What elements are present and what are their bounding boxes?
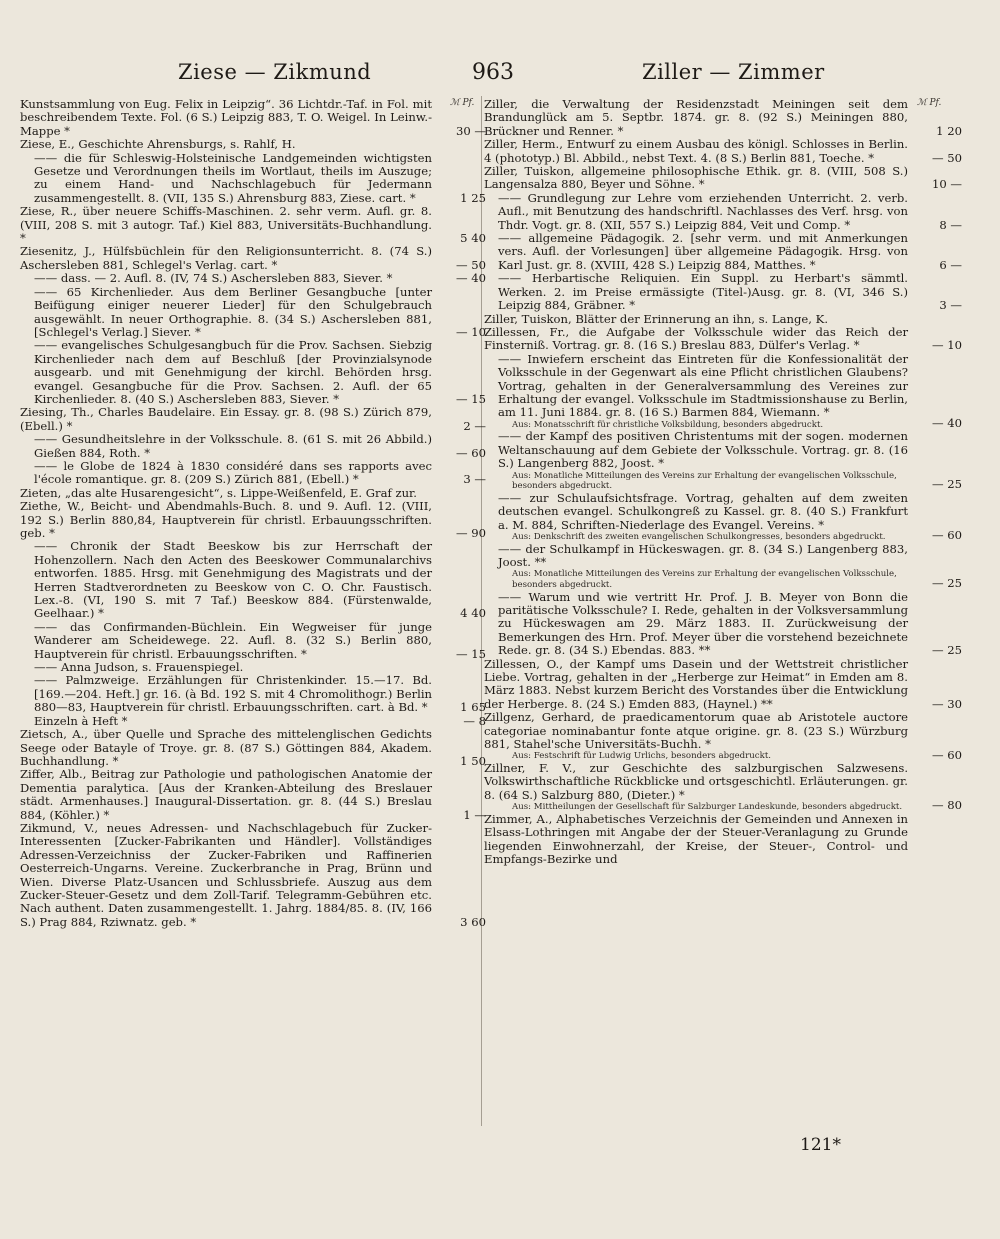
catalog-entry: [484, 658, 962, 712]
catalog-entry: [484, 353, 962, 431]
catalog-entry: [20, 621, 486, 661]
entry-text: Zikmund, V., neues Adressen- und Nachschlagebuch für Zucker-Interessenten [Zucker-Fabrikanten und Händler]. Vollständiges Adressen-Verzeichniss der Zucker-Fabriken und Raffinerien Oesterreich-Ungarns. Vereine. Zuckerbranche in Prag, Brünn und Wien. Diverse Platz-Usancen und Schlussbriefe. Auszug aus dem Zucker-Steuer-Gesetz und dem Zoll-Tarif. Telegramm-Gebühren etc. Nach authent. Daten zusammengestellt. 1. Jahrg. 1884/85. 8. (IV, 166 S.) Prag 884, Rziwnatz. geb. *: [20, 820, 432, 929]
entry-text: —— der Schulkampf in Hückeswagen. gr. 8. (34 S.) Langenberg 883, Joost. **: [498, 541, 908, 569]
entry-price: 1 —: [463, 807, 486, 822]
entry-text: Ziller, Tuiskon, Blätter der Erinnerung an ihn, s. Lange, K.: [484, 311, 829, 326]
catalog-entry: [484, 138, 962, 165]
entry-price: — 40: [931, 415, 962, 430]
entry-price: 2 —: [463, 418, 486, 433]
entry-text: —— Grundlegung zur Lehre vom erziehenden Unterricht. 2. verb. Aufl., mit Benutzung des handschriftl. Nachlasses des Verf. hrsg. von Thdr. Vogt. gr. 8. (XII, 557 S.) Leipzig 884, Veit und Comp. *: [498, 190, 908, 232]
entry-text: Ziesenitz, J., Hülfsbüchlein für den Religionsunterricht. 8. (74 S.) Aschersleben 881, Schlegel's Verlag. cart. *: [20, 244, 432, 272]
entry-text: —— dass. — 2. Aufl. 8. (IV, 74 S.) Aschersleben 883, Siever. *: [34, 271, 393, 286]
header-left-catchword: Ziese — Zikmund: [178, 60, 372, 84]
currency-unit-label: ℳ Pf.: [450, 98, 475, 108]
entry-price: — 40: [455, 271, 486, 286]
catalog-entry: [20, 339, 486, 406]
entry-price: — 30: [931, 696, 962, 711]
entry-price: — 25: [931, 477, 962, 492]
entry-note: Aus: Festschrift für Ludwig Urlichs, besonders abgedruckt.: [512, 751, 772, 762]
catalog-entry: [484, 165, 962, 192]
catalog-entry: [20, 98, 486, 138]
catalog-entry: [484, 762, 962, 813]
catalog-entry: [484, 430, 962, 491]
entry-text: —— Anna Judson, s. Frauenspiegel.: [34, 660, 244, 675]
entry-price: 1 25: [460, 190, 486, 205]
entry-text: Ziese, E., Geschichte Ahrensburgs, s. Rahlf, H.: [20, 137, 296, 152]
catalog-entry: [484, 591, 962, 658]
entry-text: Ziller, Herm., Entwurf zu einem Ausbau des königl. Schlosses in Berlin. 4 (phototyp.) Bl. Abbild., nebst Text. 4. (8 S.) Berlin 881, Toeche. *: [484, 137, 908, 165]
entry-text: —— zur Schulaufsichtsfrage. Vortrag, gehalten auf dem zweiten deutschen evangel. Schulkongreß zu Kassel. gr. 8. (40 S.) Frankfurt a. M. 884, Schriften-Niederlage des Evangel. Vereins. *: [498, 490, 908, 532]
entry-price: 6 —: [939, 257, 962, 272]
catalog-entry: [20, 138, 486, 151]
entry-text: —— die für Schleswig-Holsteinische Landgemeinden wichtigsten Gesetze und Verordnungen theils im Wortlaut, theils im Auszuge; zu einem Hand- und Nachschlagebuch für Jedermann zusammengestellt. 8. (VII, 135 S.) Ahrensburg 883, Ziese. cart. *: [34, 150, 432, 205]
entry-text: —— allgemeine Pädagogik. 2. [sehr verm. und mit Anmerkungen vers. Aufl. der Vorlesungen] über allgemeine Pädagogik. Hrsg. von Karl Just. gr. 8. (XVIII, 428 S.) Leipzig 884, Matthes. *: [498, 231, 908, 272]
entry-price: 5 40: [460, 231, 486, 246]
catalog-entry: [20, 715, 486, 728]
entry-text: Ziethe, W., Beicht- und Abendmahls-Buch. 8. und 9. Aufl. 12. (VIII, 192 S.) Berlin 880,84, Hauptverein für christl. Erbauungsschriften. geb. *: [20, 499, 432, 540]
entry-text: Ziller, Tuiskon, allgemeine philosophische Ethik. gr. 8. (VIII, 508 S.) Langensalza 880, Beyer und Söhne. *: [484, 164, 908, 192]
catalog-entry: [484, 492, 962, 543]
entry-price: — 10: [455, 324, 486, 339]
catalog-entry: [20, 487, 486, 500]
entry-text: Ziffer, Alb., Beitrag zur Pathologie und pathologischen Anatomie der Dementia paralytica. [Aus der Kranken-Abteilung des Breslauer städt. Armenhauses.] Inaugural-Dissertation. gr. 8. (44 S.) Breslau 884, (Köhler.) *: [20, 767, 432, 822]
entry-price: — 15: [455, 391, 486, 406]
entry-text: —— Herbartische Reliquien. Ein Suppl. zu Herbart's sämmtl. Werken. 2. im Preise ermässigte (Titel-)Ausg. gr. 8. (VI, 346 S.) Leipzig 884, Gräbner. *: [498, 271, 908, 313]
entry-price: 3 60: [460, 914, 486, 929]
entry-price: — 60: [455, 445, 486, 460]
entry-text: —— Warum und wie vertritt Hr. Prof. J. B. Meyer von Bonn die paritätische Volksschule? I. Rede, gehalten in der Volksversammlung zu Hückeswagen am 29. März 1883. II. Zurückweisung der Bemerkungen des Hrn. Prof. Meyer über die vorstehend bezeichnete Rede. gr. 8. (34 S.) Ebendas. 883. **: [498, 589, 908, 658]
entry-price: — 25: [931, 643, 962, 658]
entry-text: Zillessen, O., der Kampf ums Dasein und der Wettstreit christlicher Liebe. Vortrag, gehalten in der „Herberge zur Heimat“ in Emden am 8. März 1883. Nebst kurzem Bericht des Vorstandes über die Entwicklung der Herberge. 8. (24 S.) Emden 883, (Haynel.) **: [484, 656, 908, 711]
entry-text: Kunstsammlung von Eug. Felix in Leipzig“. 36 Lichtdr.-Taf. in Fol. mit beschreibendem Texte. Fol. (6 S.) Leipzig 883, T. O. Weigel. In Leinw.-Mappe *: [20, 97, 432, 138]
entry-price: 30 —: [455, 123, 486, 138]
catalog-entry: [20, 245, 486, 272]
header-right-catchword: Ziller — Zimmer: [642, 60, 825, 84]
entry-text: Zieten, „das alte Husarengesicht“, s. Lippe-Weißenfeld, E. Graf zur.: [20, 485, 417, 500]
entry-text: —— Chronik der Stadt Beeskow bis zur Herrschaft der Hohenzollern. Nach den Acten des Beeskower Communalarchivs entworfen. 1885. Hrsg. mit Genehmigung des Magistrats und der Herren Stadtverordneten zu Beeskow von C. O. Chr. Faustisch. Lex.-8. (VI, 190 S. mit 7 Taf.) Beeskow 884. (Fürstenwalde, Geelhaar.) *: [34, 539, 432, 621]
catalog-entry: [20, 272, 486, 285]
catalog-entry: [20, 674, 486, 714]
catalog-entry: [20, 205, 486, 245]
entry-text: Zillner, F. V., zur Geschichte des salzburgischen Salzwesens. Volkswirthschaftliche Rückblicke und ortsgeschichtl. Erläuterungen. gr. 8. (64 S.) Salzburg 880, (Dieter.) *: [484, 761, 908, 802]
catalog-entry: [484, 711, 962, 762]
entry-price: — 10: [931, 338, 962, 353]
entry-price: — 60: [931, 747, 962, 762]
catalog-entry: [484, 813, 962, 867]
entry-text: Einzeln à Heft *: [34, 713, 128, 728]
signature-mark: 121*: [800, 1135, 841, 1155]
entry-price: 1 50: [460, 753, 486, 768]
entry-text: —— Palmzweige. Erzählungen für Christenkinder. 15.—17. Bd. [169.—204. Heft.] gr. 16. (à Bd. 192 S. mit 4 Chromolithogr.) Berlin 880—83, Hauptverein für christl. Erbauungsschriften. cart. à Bd. *: [34, 673, 432, 715]
entry-text: —— le Globe de 1824 à 1830 considéré dans ses rapports avec l'école romantique. gr. 8. (209 S.) Zürich 881, (Ebell.) *: [34, 458, 432, 487]
entry-text: Ziese, R., über neuere Schiffs-Maschinen. 2. sehr verm. Aufl. gr. 8. (VIII, 208 S. mit 3 autogr. Taf.) Kiel 883, Universitäts-Buchhandlung. *: [20, 204, 432, 246]
catalog-entry: [484, 192, 962, 232]
entry-price: 3 —: [463, 472, 486, 487]
entry-price: — 90: [455, 526, 486, 540]
page-number: 963: [472, 60, 514, 85]
entry-price: — 8: [463, 713, 486, 728]
catalog-entry: [484, 313, 962, 326]
catalog-entry: [484, 543, 962, 591]
entry-price: 3 —: [939, 298, 962, 313]
entry-text: —— 65 Kirchenlieder. Aus dem Berliner Gesangbuche [unter Beifügung einiger neuerer Lieder] für den Schulgebrauch ausgewählt. In neuer Orthographie. 8. (34 S.) Aschersleben 881, [Schlegel's Verlag.] Siever. *: [34, 284, 432, 339]
catalog-entry: [484, 98, 962, 138]
entry-price: — 50: [455, 257, 486, 272]
entry-price: — 50: [931, 150, 962, 165]
catalog-entry: [20, 768, 486, 822]
catalog-entry: [20, 540, 486, 620]
entry-price: — 25: [931, 576, 962, 591]
entry-text: Zimmer, A., Alphabetisches Verzeichnis der Gemeinden und Annexen in Elsass-Lothringen mit Angabe der der Steuer-Veranlagung zu Grunde liegenden Einwohnerzahl, der Kreise, der Steuer-, Control- und Empfangs-Bezirke und: [484, 811, 908, 867]
entry-price: 4 40: [460, 606, 486, 621]
catalog-entry: [20, 406, 486, 433]
entry-price: — 60: [931, 528, 962, 543]
catalog-entry: [20, 661, 486, 674]
currency-unit-label: ℳ Pf.: [917, 98, 942, 108]
entry-price: — 80: [931, 798, 962, 813]
entry-price: — 15: [455, 646, 486, 661]
entry-price: 8 —: [939, 217, 962, 232]
catalog-entry: [20, 433, 486, 460]
entry-text: —— Gesundheitslehre in der Volksschule. 8. (61 S. mit 26 Abbild.) Gießen 884, Roth. *: [34, 432, 432, 460]
entry-price: 10 —: [931, 177, 962, 192]
catalog-entry: [484, 232, 962, 272]
catalog-entry: [484, 326, 962, 353]
catalog-entry: [20, 286, 486, 340]
left-column: [20, 98, 486, 929]
entry-note: Aus: Mittheilungen der Gesellschaft für Salzburger Landeskunde, besonders abgedruckt.: [512, 802, 903, 813]
catalog-entry: [20, 728, 486, 768]
entry-note: Aus: Denkschrift des zweiten evangelischen Schulkongresses, besonders abgedruckt.: [512, 531, 886, 542]
entry-text: Zillgenz, Gerhard, de praedicamentorum quae ab Aristotele auctore categoriae nominabantur fonte atque origine. gr. 8. (23 S.) Würzburg 881, Stahel'sche Universitäts-Buchh. *: [484, 710, 908, 752]
entry-text: —— das Confirmanden-Büchlein. Ein Wegweiser für junge Wanderer am Scheidewege. 22. Aufl. 8. (32 S.) Berlin 880, Hauptverein für christl. Erbauungsschriften. *: [34, 619, 432, 661]
entry-text: Ziller, die Verwaltung der Residenzstadt Meiningen seit dem Brandunglück am 5. Septbr. 1874. gr. 8. (92 S.) Meiningen 880, Brückner und Renner. *: [484, 97, 908, 138]
entry-price: 1 20: [936, 123, 962, 138]
entry-text: —— Inwiefern erscheint das Eintreten für die Konfessionalität der Volksschule in der Gegenwart als eine Pflicht christlichen Glaubens? Vortrag, gehalten in der Generalversammlung des Vereines zur Erhaltung der evangel. Volksschule im Stadtmissionshause zu Berlin, am 11. Juni 1884. gr. 8. (16 S.) Barmen 884, Wiemann. *: [498, 351, 908, 420]
entry-text: —— evangelisches Schulgesangbuch für die Prov. Sachsen. Siebzig Kirchenlieder nach dem auf Beschluß [der Provinzialsynode ausgearb. und mit Genehmigung der kirchl. Behörden hrsg. evangel. Gesangbuche für die Prov. Sachsen. 2. Aufl. der 65 Kirchenlieder. 8. (40 S.) Aschersleben 883, Siever. *: [34, 338, 432, 406]
entry-note: Aus: Monatliche Mitteilungen des Vereins zur Erhaltung der evangelischen Volksschule, besonders abgedruckt.: [512, 470, 897, 492]
entry-price: 1 65: [460, 700, 486, 715]
catalog-entry: [20, 460, 486, 487]
entry-text: Zietsch, A., über Quelle und Sprache des mittelenglischen Gedichts Seege oder Batayle of Troye. gr. 8. (87 S.) Göttingen 884, Akadem. Buchhandlung. *: [20, 727, 432, 768]
right-column: [484, 98, 962, 866]
running-header: [0, 60, 1000, 100]
catalog-entry: [20, 500, 486, 540]
catalog-entry: [484, 272, 962, 312]
entry-note: Aus: Monatsschrift für christliche Volksbildung, besonders abgedruckt.: [512, 419, 824, 430]
catalog-entry: [20, 822, 486, 929]
entry-text: Ziesing, Th., Charles Baudelaire. Ein Essay. gr. 8. (98 S.) Zürich 879, (Ebell.) *: [20, 405, 432, 433]
entry-note: Aus: Monatliche Mitteilungen des Vereins zur Erhaltung der evangelischen Volksschule, besonders abgedruckt.: [512, 569, 897, 590]
entry-text: —— der Kampf des positiven Christentums mit der sogen. modernen Weltanschauung auf dem Gebiete der Volksschule. Vortrag. gr. 8. (16 S.) Langenberg 882, Joost. *: [498, 429, 908, 471]
catalog-entry: [20, 152, 486, 206]
entry-text: Zillessen, Fr., die Aufgabe der Volksschule wider das Reich der Finsterniß. Vortrag. gr. 8. (16 S.) Breslau 883, Dülfer's Verlag. *: [484, 324, 908, 353]
